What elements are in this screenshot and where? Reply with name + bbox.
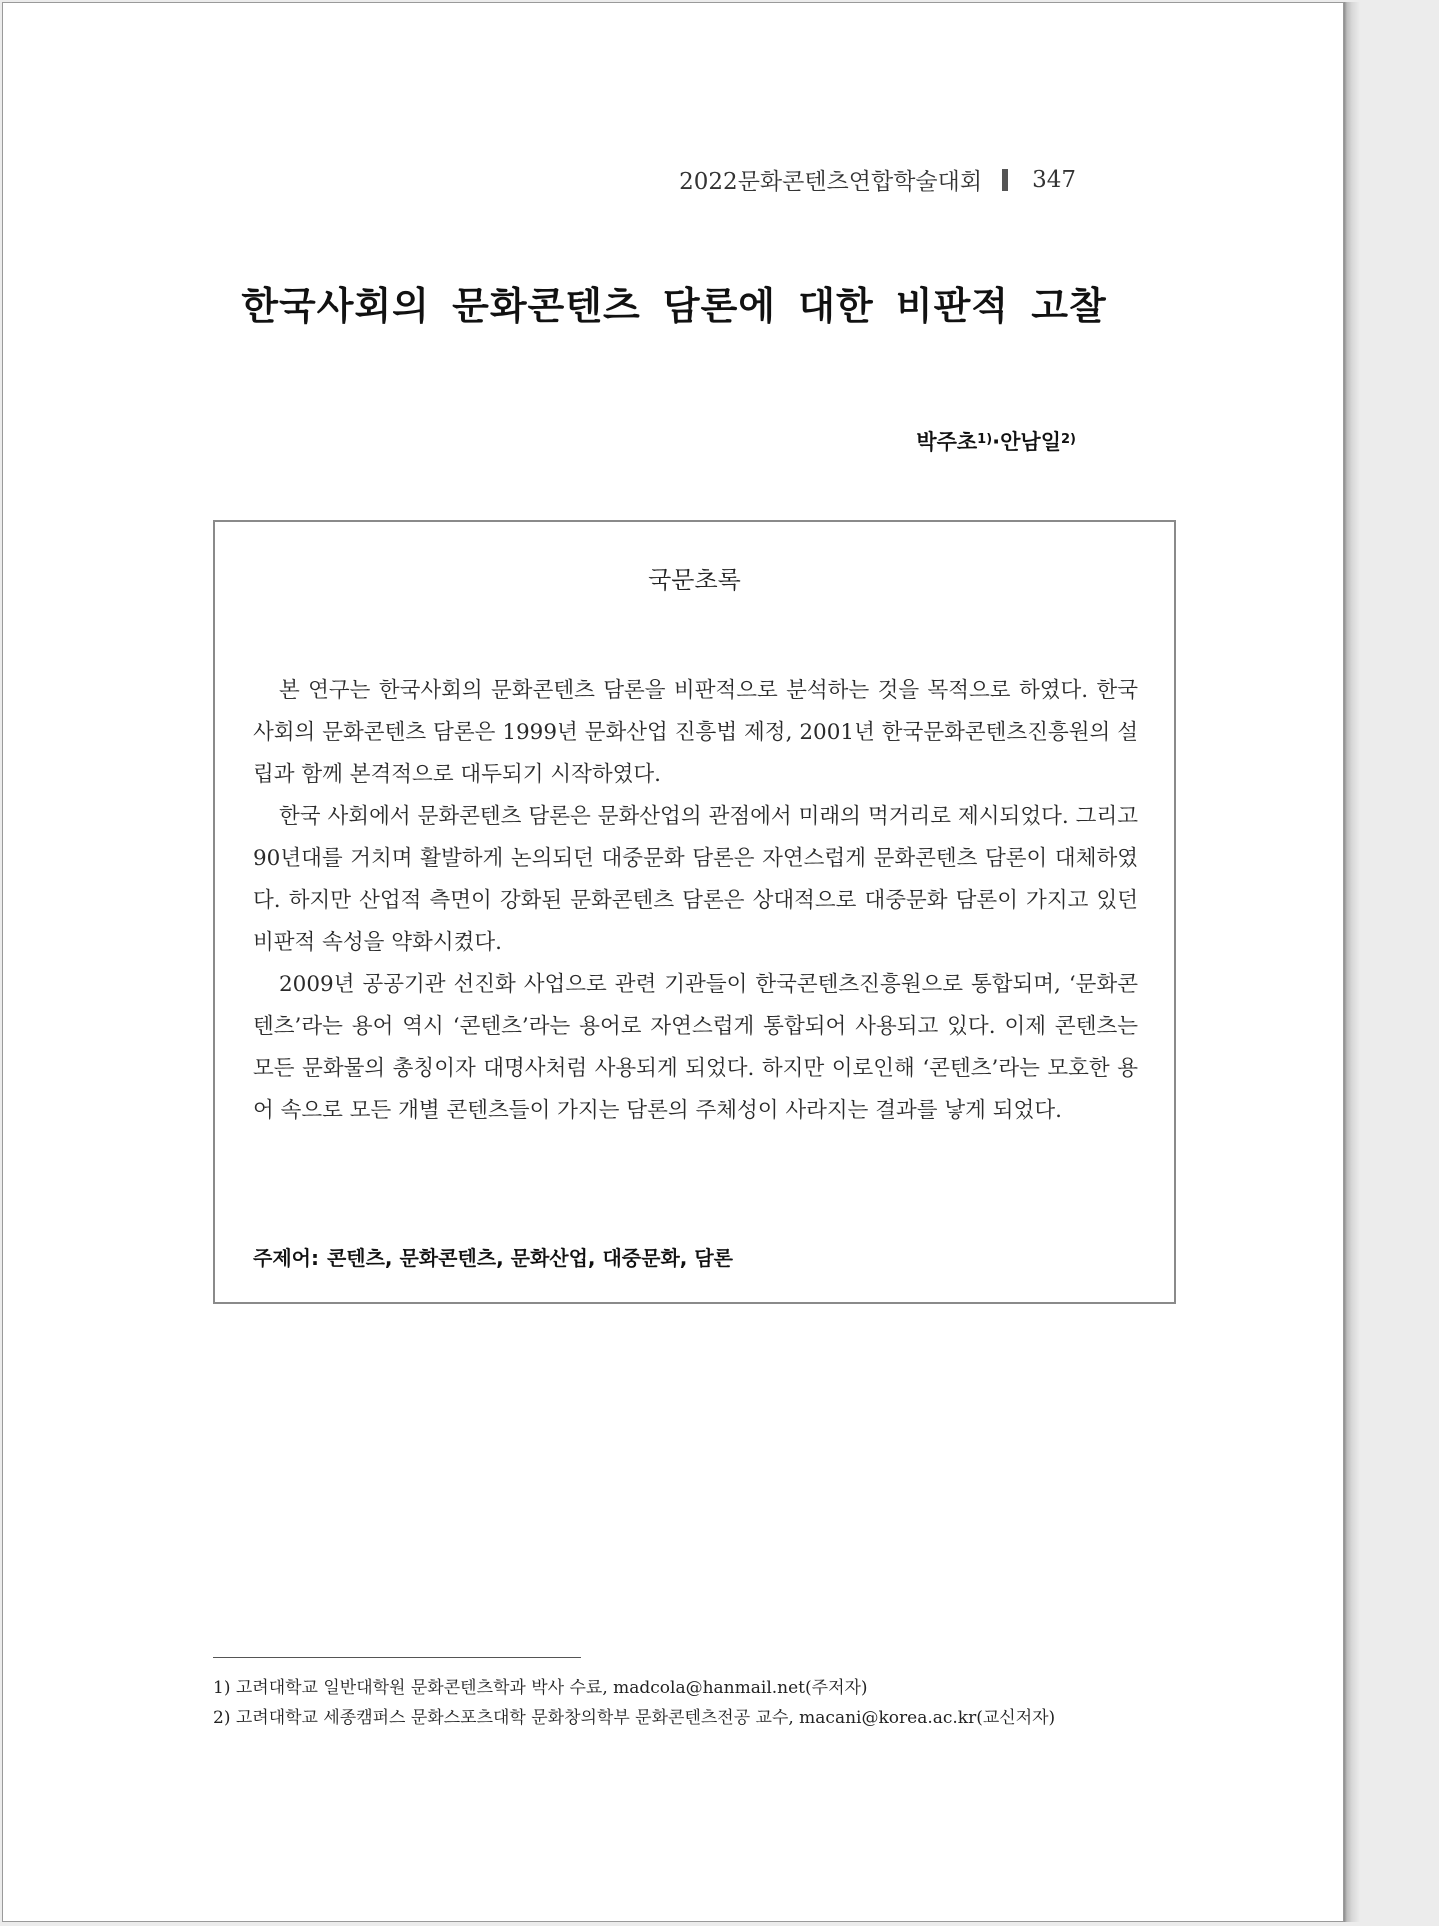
footnote-2: 2) 고려대학교 세종캠퍼스 문화스포츠대학 문화창의학부 문화콘텐츠전공 교수, macani@korea.ac.kr(교신저자)	[213, 1708, 1056, 1728]
conference-name: 2022문화콘텐츠연합학술대회	[679, 169, 983, 195]
paper-title: 한국사회의 문화콘텐츠 담론에 대한 비판적 고찰	[241, 284, 1107, 328]
document-page	[2, 2, 1344, 1922]
footnote-mark-1[interactable]: 1)	[977, 432, 993, 447]
footnote-divider	[213, 1657, 581, 1658]
abstract-box	[213, 520, 1176, 1304]
author-line	[916, 426, 1076, 456]
abstract-paragraph: 한국 사회에서 문화콘텐츠 담론은 문화산업의 관점에서 미래의 먹거리로 제시되었다. 그리고 90년대를 거치며 활발하게 논의되던 대중문화 담론은 자연스럽게 문화콘텐츠 담론이 대체하였다. 하지만 산업적 측면이 강화된 문화콘텐츠 담론은 상대적으로 대중문화 담론이 가지고 있던 비판적 속성을 약화시켰다.	[253, 804, 1138, 955]
abstract-paragraph: 본 연구는 한국사회의 문화콘텐츠 담론을 비판적으로 분석하는 것을 목적으로 하였다. 한국사회의 문화콘텐츠 담론은 1999년 문화산업 진흥법 제정, 2001년 한국문화콘텐츠진흥원의 설립과 함께 본격적으로 대두되기 시작하였다.	[253, 678, 1138, 787]
running-header	[679, 163, 1076, 196]
footnotes	[213, 1673, 1055, 1733]
keywords-label: 주제어:	[253, 1246, 319, 1270]
keywords-line	[253, 1242, 733, 1271]
abstract-paragraph: 2009년 공공기관 선진화 사업으로 관련 기관들이 한국콘텐츠진흥원으로 통합되며, ‘문화콘텐츠’라는 용어 역시 ‘콘텐츠’라는 용어로 자연스럽게 통합되어 사용되고 있다. 이제 콘텐츠는 모든 문화물의 총칭이자 대명사처럼 사용되게 되었다. 하지만 이로인해 ‘콘텐츠’라는 모호한 용어 속으로 모든 개별 콘텐츠들이 가지는 담론의 주체성이 사라지는 결과를 낳게 되었다.	[253, 972, 1138, 1123]
abstract-heading: 국문초록	[648, 566, 741, 594]
footnote-mark-2[interactable]: 2)	[1061, 432, 1076, 447]
header-separator	[1002, 169, 1008, 191]
abstract-body	[253, 670, 1138, 1132]
author-name-1: 박주초	[916, 430, 978, 454]
page-edge-shadow	[1344, 2, 1360, 1922]
keywords-list: 콘텐츠, 문화콘텐츠, 문화산업, 대중문화, 담론	[326, 1246, 733, 1270]
page-number: 347	[1032, 166, 1076, 193]
author-separator: ·	[992, 430, 1001, 454]
author-name-2: 안남일	[1000, 430, 1061, 454]
footnote-1: 1) 고려대학교 일반대학원 문화콘텐츠학과 박사 수료, madcola@hanmail.net(주저자)	[213, 1678, 868, 1698]
